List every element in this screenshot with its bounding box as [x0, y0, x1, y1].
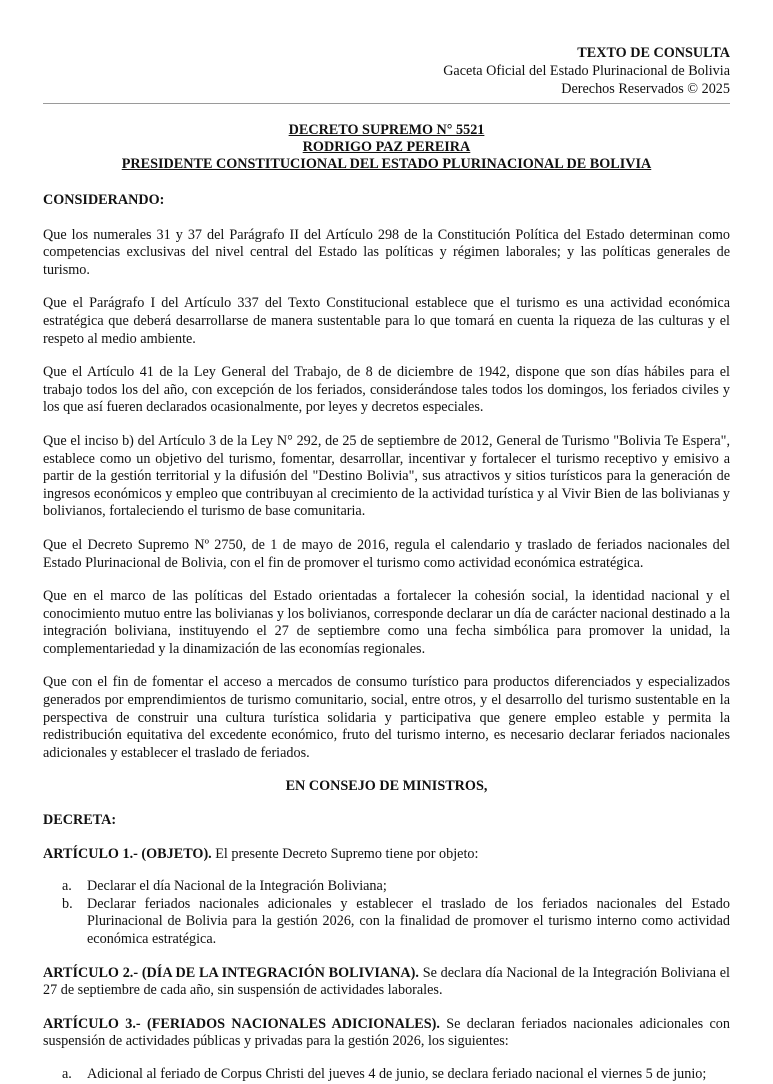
article-3-list: [43, 1066, 730, 1084]
decree-title: [43, 122, 730, 173]
considerando-paragraph: Que en el marco de las políticas del Estado orientadas a fortalecer la cohesión social, la identidad nacional y el conocimiento mutuo entre las bolivianas y los bolivianos, corresponde declarar un día de carácter nacional destinado a la integración boliviana, instituyendo el 27 de septiembre como una fecha simbólica para promover la unidad, la complementariedad y la dinamización de las economías regionales.: [43, 588, 730, 657]
article-1-heading: ARTÍCULO 1.- (OBJETO).: [43, 845, 212, 862]
considerando-paragraph: Que con el fin de fomentar el acceso a mercados de consumo turístico para productos diferenciados y especializados generados por emprendimientos de turismo comunitario, social, entre otros, y el desarrollo del turismo sustentable en la perspectiva de construir una cultura turística solidaria y participativa que genere empleo estable y permita la redistribución equitativa del excedente económico, fruto del turismo interno, es necesario declarar feriados nacionales adicionales y establecer el traslado de feriados.: [43, 674, 730, 761]
list-marker: a.: [62, 1065, 72, 1082]
article-1-text: El presente Decreto Supremo tiene por objeto:: [211, 845, 479, 862]
list-item-text: Declarar el día Nacional de la Integración Boliviana;: [87, 878, 387, 895]
header-divider: [43, 103, 730, 104]
decree-number: DECRETO SUPREMO N° 5521: [288, 122, 485, 138]
list-marker: b.: [62, 895, 73, 912]
president-name: RODRIGO PAZ PEREIRA: [302, 139, 471, 155]
considerando-paragraph: Que el inciso b) del Artículo 3 de la Ley N° 292, de 25 de septiembre de 2012, General de Turismo "Bolivia Te Espera", establece como un objetivo del turismo, fomentar, desarrollar, incentivar y fortalecer el turismo receptivo y emisivo a partir de la gestión territorial y la difusión del "Destino Bolivia", sus atractivos y sitios turísticos para la generación de ingresos económicos y empleo que contribuyan al crecimiento de la actividad turística y al Vivir Bien de las bolivianas y bolivianos, fortaleciendo el turismo de base comunitaria.: [43, 432, 730, 520]
decreta-heading: DECRETA:: [43, 812, 117, 829]
consultation-header: [43, 0, 730, 98]
consejo-heading: EN CONSEJO DE MINISTROS,: [285, 778, 488, 795]
president-title: PRESIDENTE CONSTITUCIONAL DEL ESTADO PLURINACIONAL DE BOLIVIA: [121, 156, 652, 172]
list-item: [62, 1065, 730, 1084]
article-1: [43, 846, 730, 864]
list-item-text: Declarar feriados nacionales adicionales y establecer el traslado de los feriados nacionales del Estado Plurinacional de Bolivia para la gestión 2026, con la finalidad de promover el turismo interno como actividad económica estratégica.: [87, 895, 730, 947]
considerando-paragraph: Que el Artículo 41 de la Ley General del Trabajo, de 8 de diciembre de 1942, dispone que son días hábiles para el trabajo todos los del año, con excepción de los feriados, considerándose tales todos los domingos, los feriados civiles y los que así fueren declarados ocasionalmente, por leyes y decretos especiales.: [43, 364, 730, 416]
decree-body: [43, 192, 730, 1084]
header-line-1: TEXTO DE CONSULTA: [577, 45, 730, 61]
article-1-list: [43, 878, 730, 948]
considerando-paragraph: Que el Parágrafo I del Artículo 337 del Texto Constitucional establece que el turismo es una actividad económica estratégica que deberá desarrollarse de manera sustentable para lo que tomará en cuenta la riqueza de las culturas y el respeto al medio ambiente.: [43, 295, 730, 347]
article-2: [43, 965, 730, 1000]
article-2-text: Se declara día Nacional de la Integración Boliviana el 27 de septiembre de cada año, sin suspensión de actividades laborales.: [43, 964, 731, 999]
considerando-paragraph: Que los numerales 31 y 37 del Parágrafo II del Artículo 298 de la Constitución Política del Estado determinan como competencias exclusivas del nivel central del Estado las políticas y régimen laborales; y las políticas generales de turismo.: [43, 226, 730, 278]
considerando-heading: CONSIDERANDO:: [43, 192, 165, 208]
list-marker: a.: [62, 878, 72, 895]
article-3: [43, 1016, 730, 1051]
list-item: [62, 895, 730, 949]
article-3-heading: ARTÍCULO 3.- (FERIADOS NACIONALES ADICIONALES).: [43, 1015, 440, 1032]
article-2-heading: ARTÍCULO 2.- (DÍA DE LA INTEGRACIÓN BOLIVIANA).: [43, 964, 419, 981]
considerando-paragraph: Que el Decreto Supremo Nº 2750, de 1 de mayo de 2016, regula el calendario y traslado de feriados nacionales del Estado Plurinacional de Bolivia, con el fin de promover el turismo como actividad económica estratégica.: [43, 536, 730, 571]
list-item: [62, 878, 730, 896]
article-3-text: Se declaran feriados nacionales adicionales con suspensión de actividades públicas y privadas para la gestión 2026, los siguientes:: [43, 1015, 730, 1050]
header-line-2: Gaceta Oficial del Estado Plurinacional de Bolivia: [443, 63, 730, 79]
list-item-text: Adicional al feriado de Corpus Christi del jueves 4 de junio, se declara feriado nacional el viernes 5 de junio;: [87, 1065, 707, 1082]
header-line-3: Derechos Reservados © 2025: [561, 81, 730, 97]
